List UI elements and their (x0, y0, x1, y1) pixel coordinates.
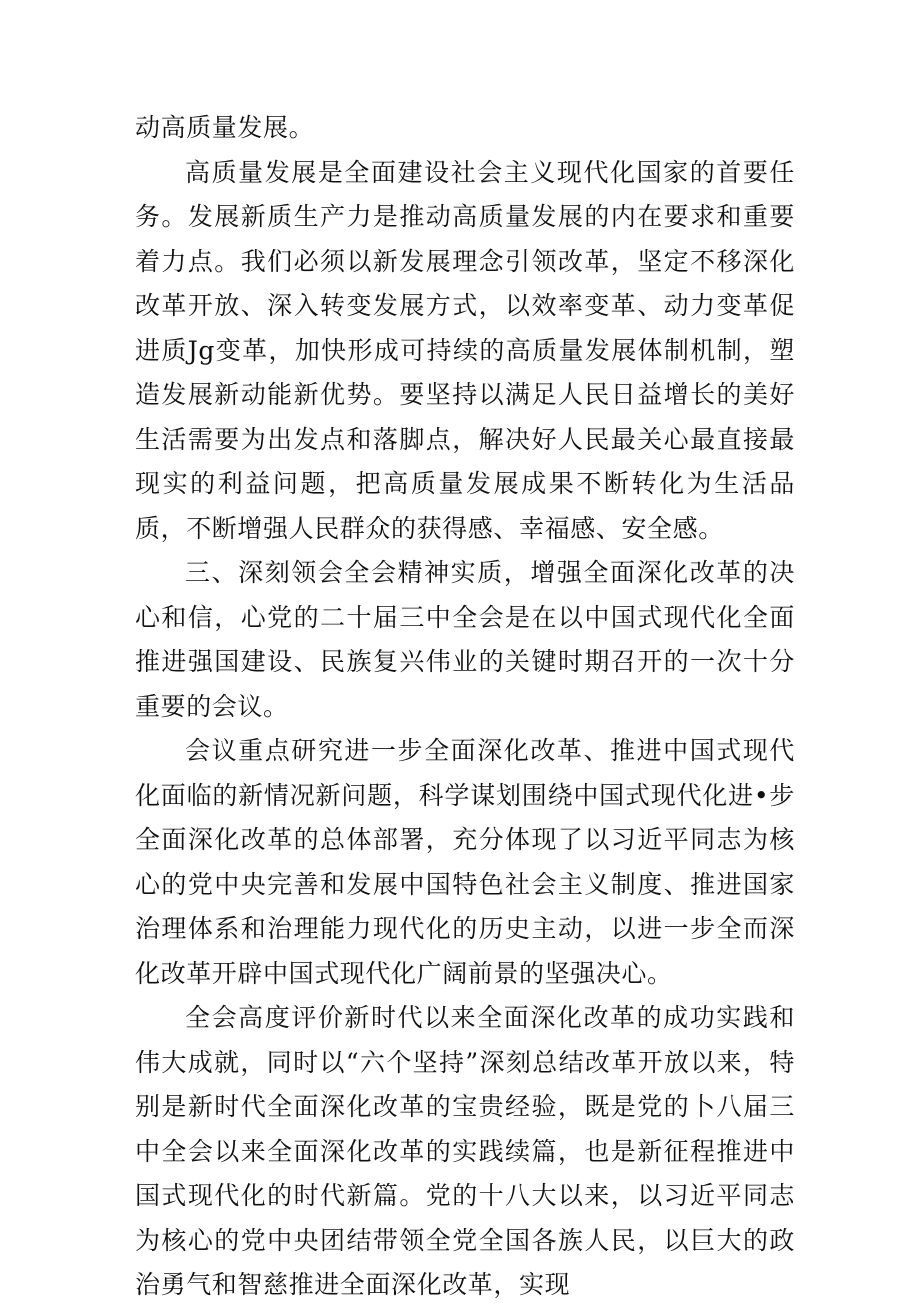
paragraph-3: 三、深刻领会全会精神实质，增强全面深化改革的决心和信，心党的二十届三中全会是在以中国式现代化全面推进强国建设、民族复兴伟业的关键时期召开的一次十分重要的会议。 (135, 558, 795, 721)
paragraph-2: 高质量发展是全面建设社会主义现代化国家的首要任务。发展新质生产力是推动高质量发展的内在要求和重要着力点。我们必须以新发展理念引领改革，坚定不移深化改革开放、深入转变发展方式，以效率变革、动力变革促进质Jg变革，加快形成可持续的高质量发展体制机制，塑造发展新动能新优势。要坚持以满足人民日益增长的美好生活需要为出发点和落脚点，解决好人民最关心最直接最现实的利益问题，把高质量发展成果不断转化为生活品质，不断增强人民群众的获得感、幸福感、安全感。 (135, 157, 795, 543)
document-body (135, 106, 795, 1308)
paragraph-4: 会议重点研究进一步全面深化改革、推进中国式现代化面临的新情况新问题，科学谋划围绕中国式现代化进•步全面深化改革的总体部署，充分体现了以习近平同志为核心的党中央完善和发展中国特色社会主义制度、推进国家治理体系和治理能力现代化的历史主动，以进一步全而深化改革开辟中国式现代化广阔前景的坚强决心。 (135, 736, 795, 988)
paragraph-1: 动高质量发展。 (135, 113, 315, 142)
paragraph-5: 全会高度评价新时代以来全面深化改革的成功实践和伟大成就，同时以“六个坚持”深刻总结改革开放以来，特别是新时代全面深化改革的宝贵经验，既是党的卜八届三中全会以来全面深化改革的实践续篇，也是新征程推进中国式现代化的时代新篇。党的十八大以来，以习近平同志为核心的党中央团结带领全党全国各族人民，以巨大的政治勇气和智慈推进全面深化改革，实现 (135, 1003, 795, 1299)
